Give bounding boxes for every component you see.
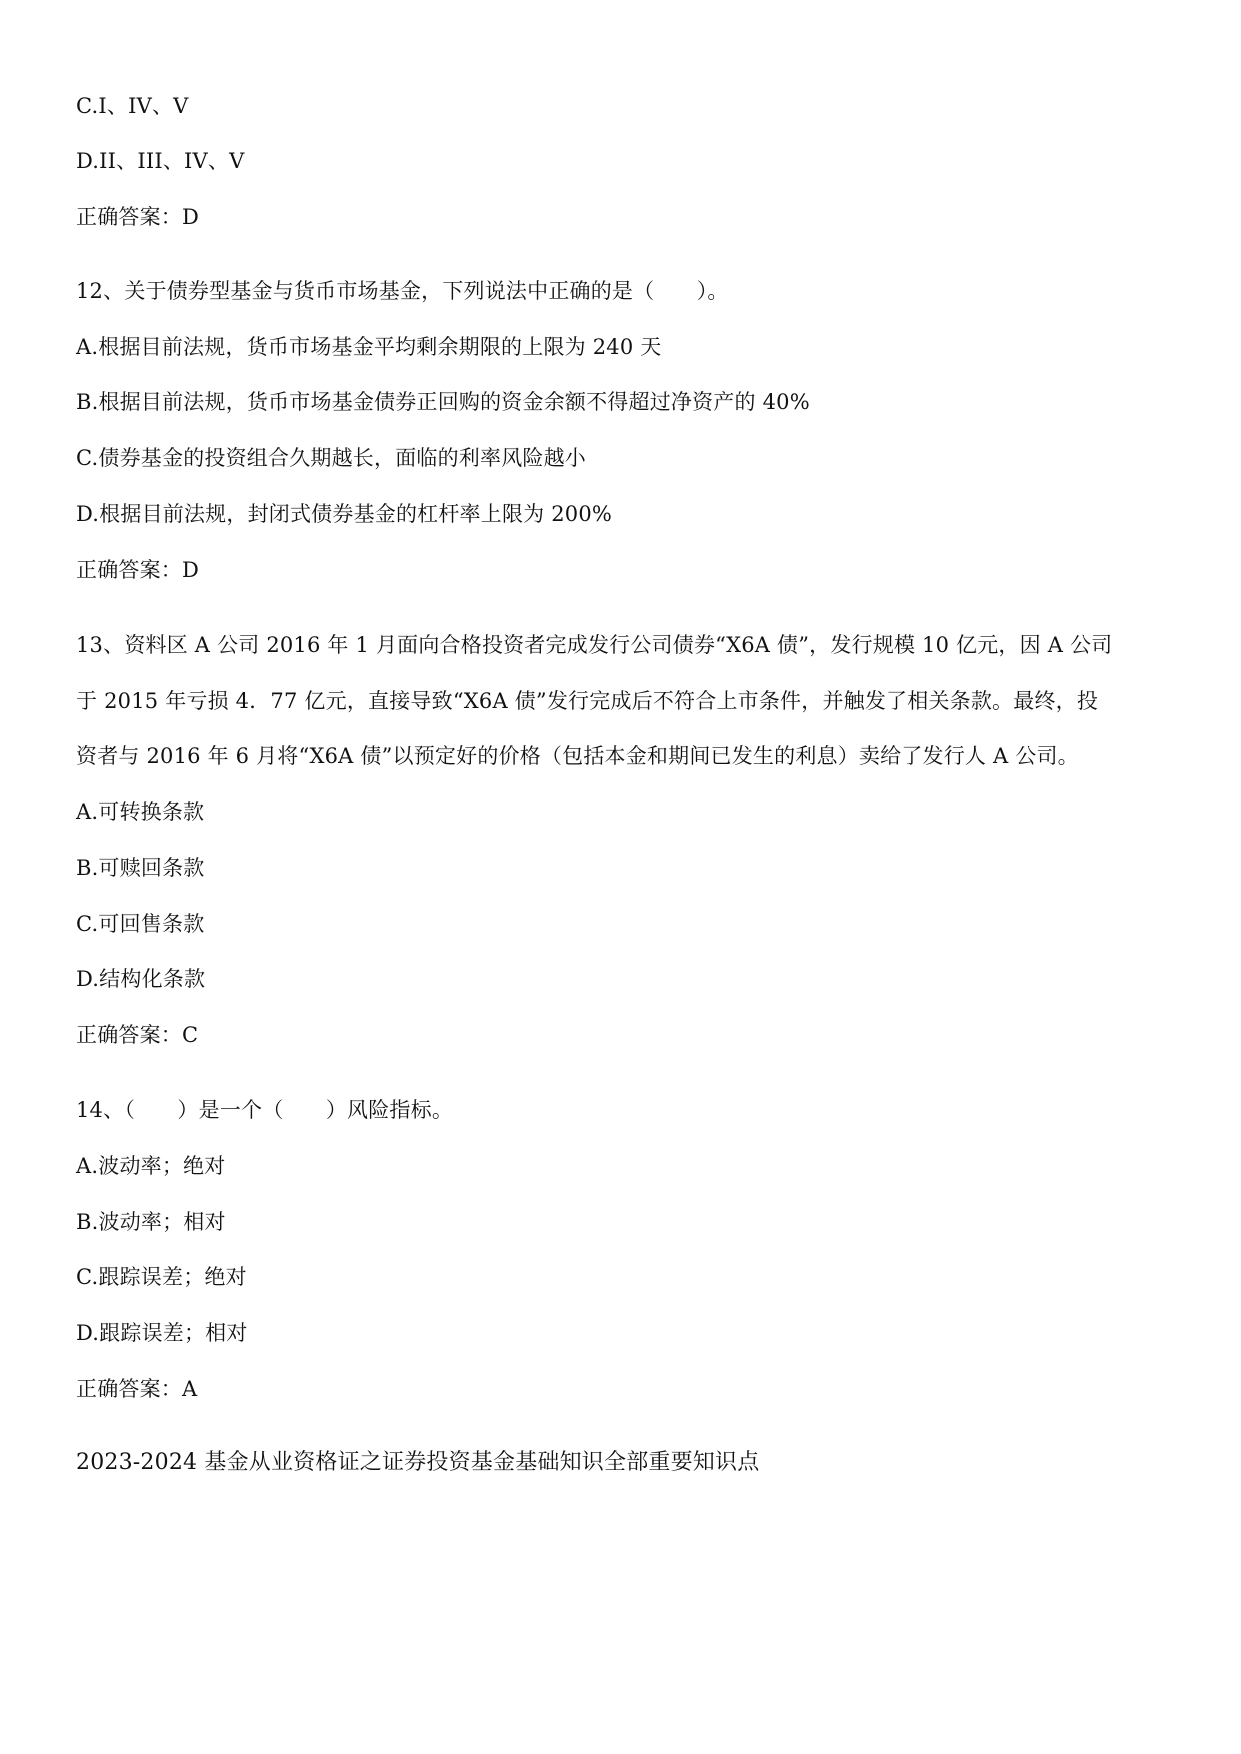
q12-option-b: B.根据目前法规，货币市场基金债券正回购的资金余额不得超过净资产的 40% (76, 390, 810, 414)
q14-option-a: A.波动率；绝对 (76, 1154, 226, 1178)
q13-option-b: B.可赎回条款 (76, 856, 205, 880)
q12-option-a: A.根据目前法规，货币市场基金平均剩余期限的上限为 240 天 (76, 335, 662, 359)
q13-answer: 正确答案：C (76, 1023, 199, 1047)
q11-answer: 正确答案：D (76, 205, 200, 229)
q12-question: 12、关于债券型基金与货币市场基金，下列说法中正确的是（ ）。 (76, 279, 729, 303)
q12-option-d: D.根据目前法规，封闭式债券基金的杠杆率上限为 200% (76, 502, 613, 526)
q13-question-line-3: 资者与 2016 年 6 月将“X6A 债”以预定好的价格（包括本金和期间已发生的利息）卖给了发行人 A 公司。 (76, 744, 1079, 768)
q14-answer: 正确答案：A (76, 1377, 198, 1401)
footer-title: 2023-2024 基金从业资格证之证券投资基金基础知识全部重要知识点 (76, 1450, 760, 1475)
q13-option-d: D.结构化条款 (76, 967, 206, 991)
q14-option-b: B.波动率；相对 (76, 1210, 226, 1234)
q13-option-a: A.可转换条款 (76, 800, 205, 824)
q14-question: 14、（ ）是一个（ ）风险指标。 (76, 1098, 454, 1122)
q11-option-d: D.II、III、IV、V (76, 149, 245, 173)
q11-option-c: C.I、IV、V (76, 94, 189, 118)
q12-answer: 正确答案：D (76, 558, 200, 582)
q14-option-d: D.跟踪误差；相对 (76, 1321, 248, 1345)
q13-question-line-1: 13、资料区 A 公司 2016 年 1 月面向合格投资者完成发行公司债券“X6A 债”，发行规模 10 亿元，因 A 公司 (76, 633, 1113, 657)
q12-option-c: C.债券基金的投资组合久期越长，面临的利率风险越小 (76, 446, 586, 470)
q14-option-c: C.跟踪误差；绝对 (76, 1265, 247, 1289)
q13-question-line-2: 于 2015 年亏损 4．77 亿元，直接导致“X6A 债”发行完成后不符合上市条件，并触发了相关条款。最终，投 (76, 689, 1099, 713)
q13-option-c: C.可回售条款 (76, 912, 205, 936)
